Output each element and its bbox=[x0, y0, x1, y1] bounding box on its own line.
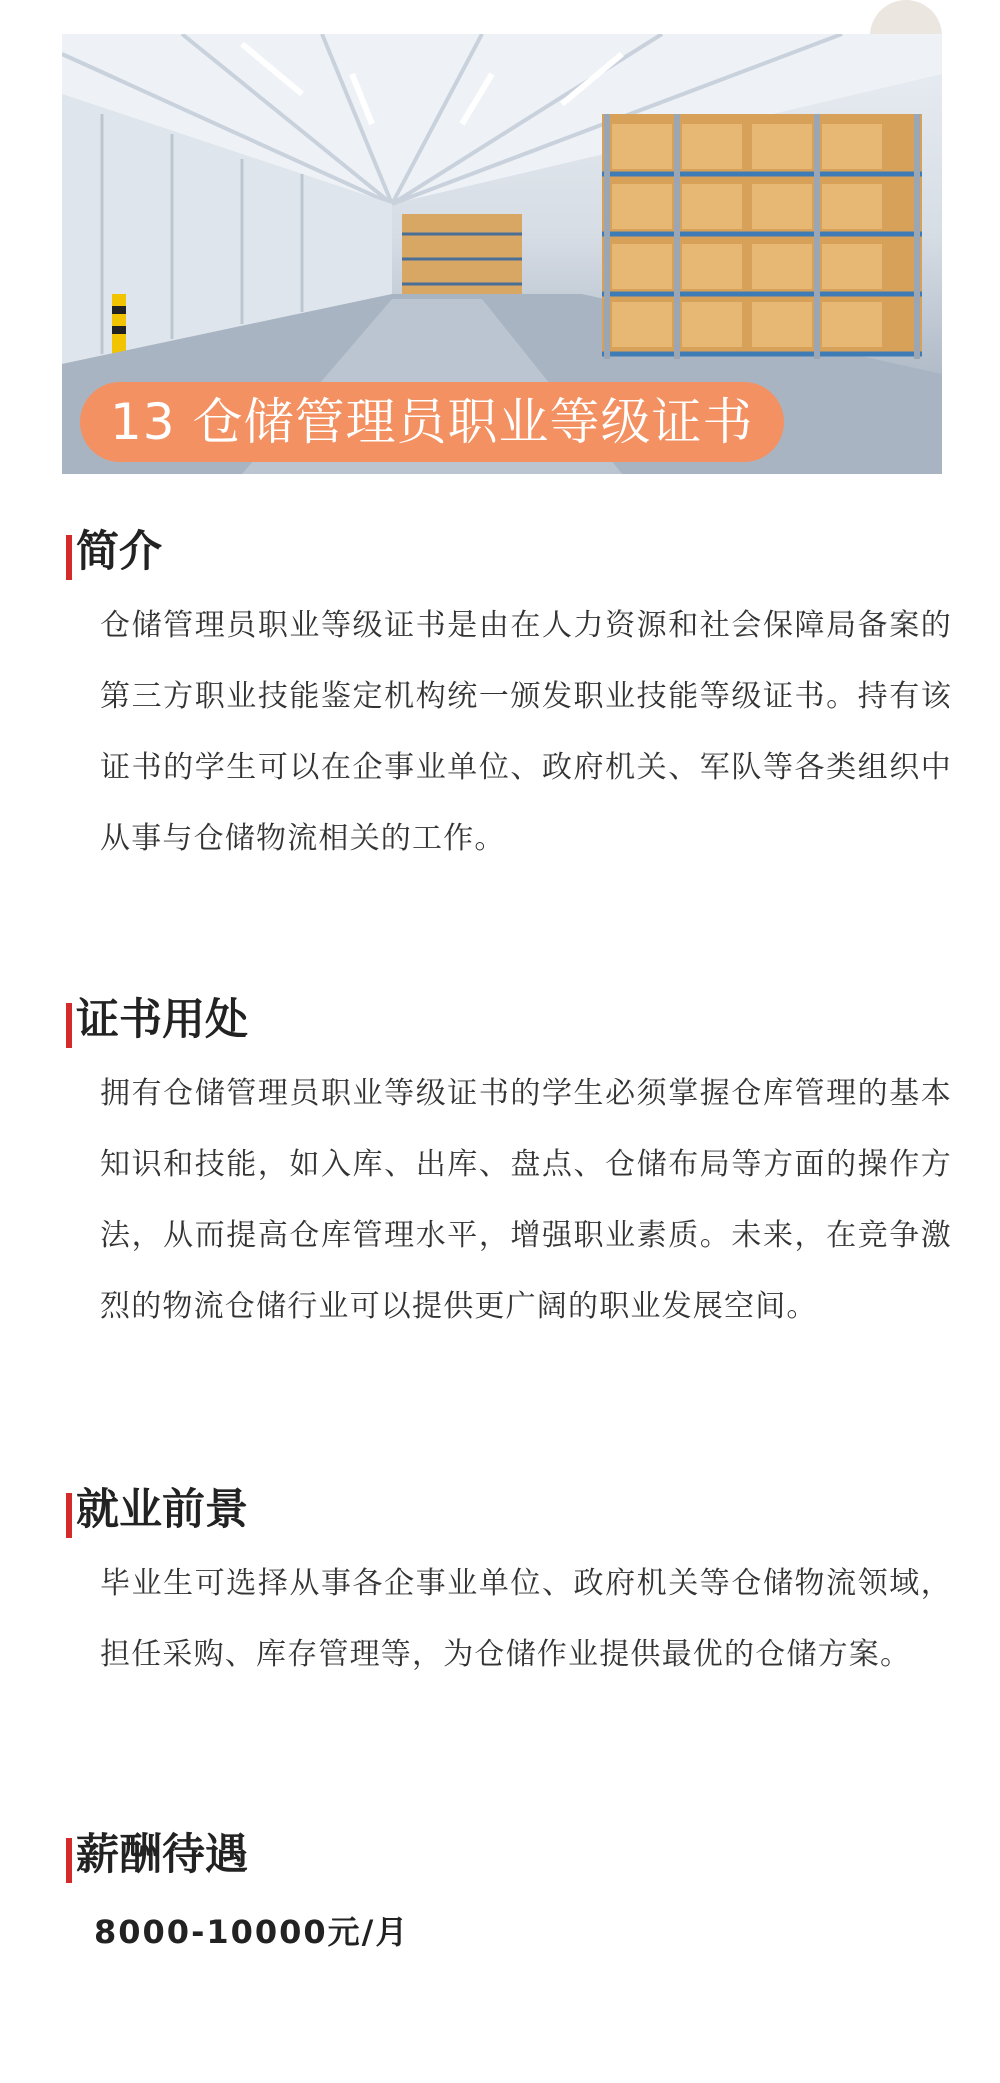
section-heading bbox=[62, 990, 952, 1050]
heading-accent-bar bbox=[66, 1003, 72, 1048]
heading-text: 证书用处 bbox=[76, 995, 248, 1045]
certificate-title-badge: 13 仓储管理员职业等级证书 bbox=[80, 382, 784, 462]
section-intro bbox=[62, 522, 952, 874]
heading-accent-bar bbox=[66, 1493, 72, 1538]
section-body: 仓储管理员职业等级证书是由在人力资源和社会保障局备案的第三方职业技能鉴定机构统一颁发职业技能等级证书。持有该证书的学生可以在企事业单位、政府机关、军队等各类组织中从事与仓储物流相关的工作。 bbox=[100, 608, 952, 856]
section-employment-prospects bbox=[62, 1480, 952, 1690]
heading-accent-bar bbox=[66, 1838, 72, 1883]
section-heading bbox=[62, 522, 952, 582]
salary-value: 8000-10000元/月 bbox=[94, 1913, 410, 1951]
section-body: 毕业生可选择从事各企事业单位、政府机关等仓储物流领域，担任采购、库存管理等，为仓储作业提供最优的仓储方案。 bbox=[100, 1566, 952, 1672]
section-certificate-use bbox=[62, 990, 952, 1342]
heading-accent-bar bbox=[66, 535, 72, 580]
section-body: 拥有仓储管理员职业等级证书的学生必须掌握仓库管理的基本知识和技能，如入库、出库、盘点、仓储布局等方面的操作方法，从而提高仓库管理水平，增强职业素质。未来，在竞争激烈的物流仓储行业可以提供更广阔的职业发展空间。 bbox=[100, 1076, 952, 1324]
heading-text: 薪酬待遇 bbox=[76, 1830, 248, 1880]
section-heading bbox=[62, 1480, 952, 1540]
heading-text: 就业前景 bbox=[76, 1485, 248, 1535]
heading-text: 简介 bbox=[76, 527, 162, 577]
hero-image bbox=[62, 34, 942, 474]
section-heading bbox=[62, 1825, 952, 1885]
section-salary bbox=[62, 1825, 952, 1953]
